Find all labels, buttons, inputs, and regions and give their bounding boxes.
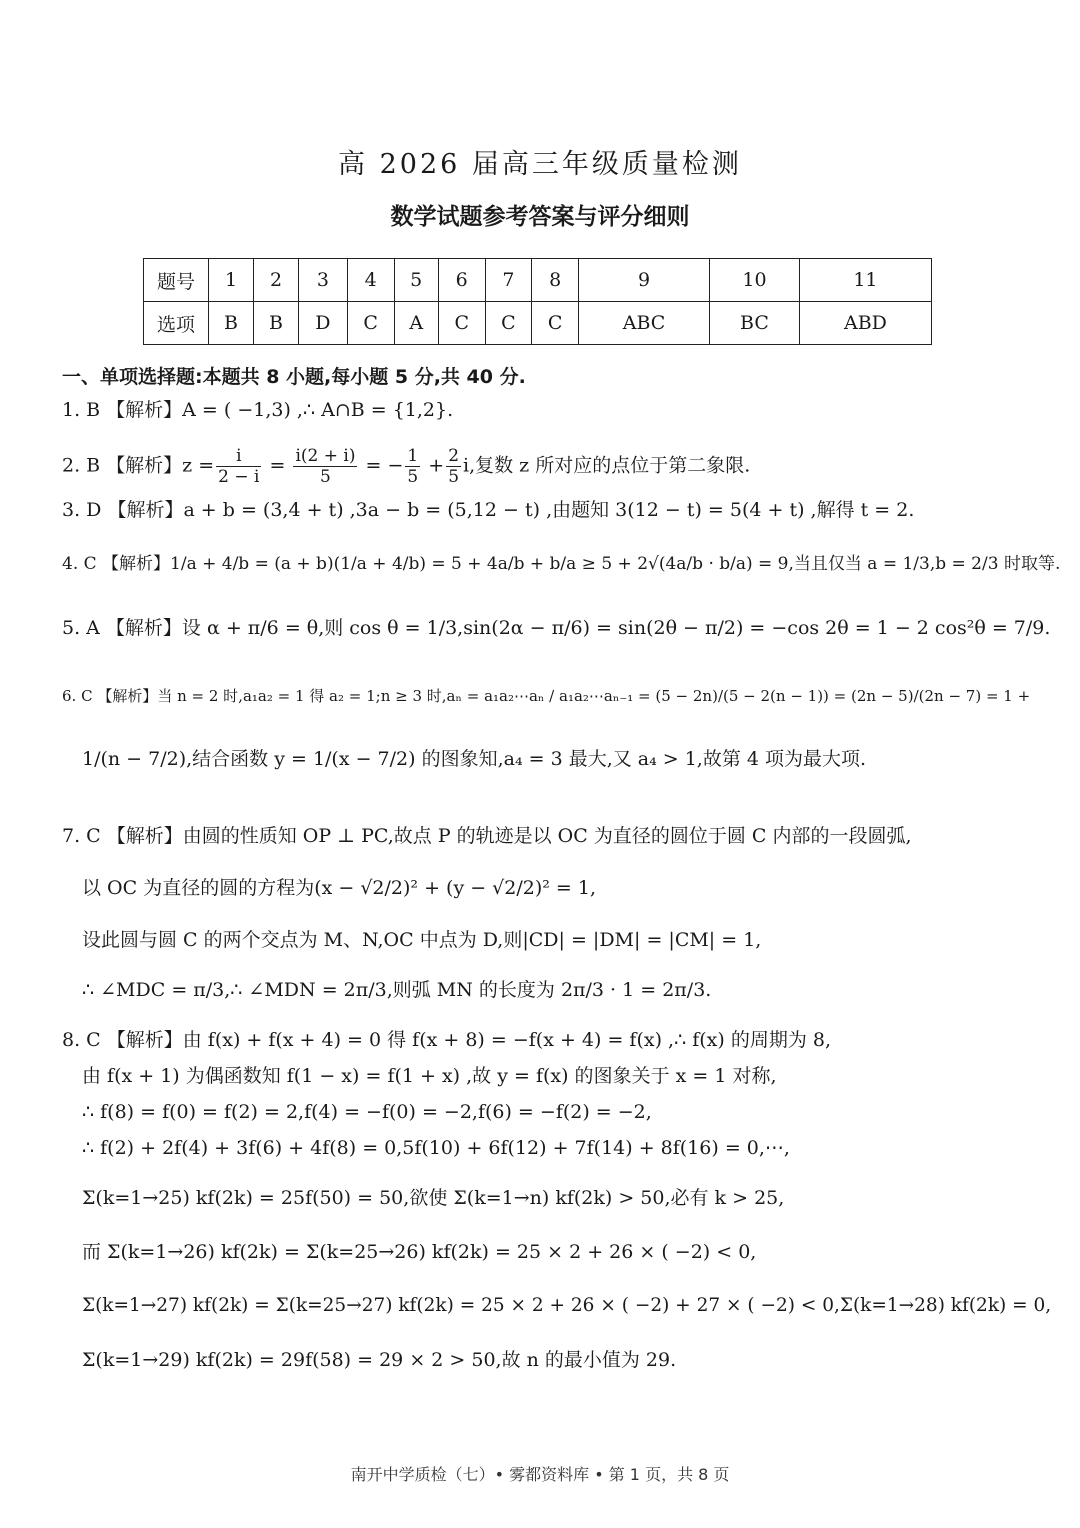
solution-8-line-7: Σ(k=1→27) kf(2k) = Σ(k=25→27) kf(2k) = 25 × 2 + 26 × ( −2) + 27 × ( −2) < 0,Σ(k=1→28) kf(2k) = 0, [82, 1295, 1052, 1316]
answer-cell: B [254, 302, 299, 345]
solution-7-line-1: 7. C 【解析】由圆的性质知 OP ⊥ PC,故点 P 的轨迹是以 OC 为直径的圆位于圆 C 内部的一段圆弧, [62, 825, 912, 847]
solution-6-line-1: 6. C 【解析】当 n = 2 时,a₁a₂ = 1 得 a₂ = 1;n ≥ 3 时,aₙ = a₁a₂⋯aₙ / a₁a₂⋯aₙ₋₁ = (5 − 2n)/(5 − 2(n − 1)) = (2n − 5)/(2n − 7) = 1 + [62, 687, 1031, 705]
question-number: 1 [209, 259, 254, 302]
answer-cell: C [532, 302, 579, 345]
solution-2-eq: = − [365, 454, 404, 477]
solution-8-line-5: Σ(k=1→25) kf(2k) = 25f(50) = 50,欲使 Σ(k=1→n) kf(2k) > 50,必有 k > 25, [82, 1187, 785, 1209]
answer-cell: ABC [579, 302, 710, 345]
fraction [446, 446, 461, 487]
solution-8-line-8: Σ(k=1→29) kf(2k) = 29f(58) = 29 × 2 > 50,故 n 的最小值为 29. [82, 1349, 677, 1371]
question-number: 6 [438, 259, 485, 302]
answer-table [143, 258, 932, 345]
solution-7-line-3: 设此圆与圆 C 的两个交点为 M、N,OC 中点为 D,则|CD| = |DM| = |CM| = 1, [82, 929, 762, 951]
answer-table-row-numbers [144, 259, 932, 302]
answer-cell: BC [710, 302, 800, 345]
solution-8-line-2: 由 f(x + 1) 为偶函数知 f(1 − x) = f(1 + x) ,故 y = f(x) 的图象关于 x = 1 对称, [82, 1065, 777, 1087]
solution-8-line-3: ∴ f(8) = f(0) = f(2) = 2,f(4) = −f(0) = −2,f(6) = −f(2) = −2, [82, 1101, 652, 1123]
question-number: 5 [394, 259, 438, 302]
answer-cell: B [209, 302, 254, 345]
fraction [216, 446, 261, 487]
question-number: 11 [799, 259, 931, 302]
solution-1: 1. B 【解析】A = ( −1,3) ,∴ A∩B = {1,2}. [62, 399, 454, 421]
answer-cell: C [485, 302, 532, 345]
question-number: 10 [710, 259, 800, 302]
numerator: i(2 + i) [295, 446, 356, 466]
fraction [293, 446, 357, 487]
exam-title: 高 2026 届高三年级质量检测 [338, 149, 742, 180]
solution-5: 5. A 【解析】设 α + π/6 = θ,则 cos θ = 1/3,sin(2α − π/6) = sin(2θ − π/2) = −cos 2θ = 1 − 2 cos²θ = 7/9. [62, 617, 1051, 639]
section-heading: 一、单项选择题:本题共 8 小题,每小题 5 分,共 40 分. [62, 366, 526, 388]
solution-2: 2. B 【解析】z = $\frac{i}{2 - i}$ = $\frac{i(2 + i)}{5}$ = − $\frac{1}{5}$ + $\frac{2}{5}$ i,复数 z 所对应的点位于第二象限. [62, 446, 751, 487]
solution-8-line-4: ∴ f(2) + 2f(4) + 3f(6) + 4f(8) = 0,5f(10) + 6f(12) + 7f(14) + 8f(16) = 0,⋯, [82, 1137, 790, 1159]
denominator: 5 [320, 467, 331, 487]
row-label-numbers: 题号 [144, 259, 209, 302]
row-label-answers: 选项 [144, 302, 209, 345]
numerator: i [216, 446, 261, 467]
question-number: 3 [299, 259, 348, 302]
solution-7-line-4: ∴ ∠MDC = π/3,∴ ∠MDN = 2π/3,则弧 MN 的长度为 2π/3 · 1 = 2π/3. [82, 979, 712, 1001]
answer-cell: D [299, 302, 348, 345]
solution-6-line-2: 1/(n − 7/2),结合函数 y = 1/(x − 7/2) 的图象知,a₄ = 3 最大,又 a₄ > 1,故第 4 项为最大项. [82, 748, 867, 770]
denominator: 5 [407, 467, 419, 487]
question-number: 2 [254, 259, 299, 302]
denominator: 5 [448, 467, 460, 487]
fraction [405, 446, 420, 487]
question-number: 7 [485, 259, 532, 302]
solution-3: 3. D 【解析】a + b = (3,4 + t) ,3a − b = (5,12 − t) ,由题知 3(12 − t) = 5(4 + t) ,解得 t = 2. [62, 499, 915, 521]
exam-subtitle: 数学试题参考答案与评分细则 [390, 204, 690, 230]
solution-4: 4. C 【解析】1/a + 4/b = (a + b)(1/a + 4/b) = 5 + 4a/b + b/a ≥ 5 + 2√(4a/b · b/a) = 9,当且仅当 a = 1/3,b = 2/3 时取等. [62, 554, 1061, 574]
question-number: 9 [579, 259, 710, 302]
solution-8-line-6: 而 Σ(k=1→26) kf(2k) = Σ(k=25→26) kf(2k) = 25 × 2 + 26 × ( −2) < 0, [82, 1241, 757, 1263]
answer-cell: A [394, 302, 438, 345]
denominator: 2 − i [218, 467, 260, 487]
answer-cell: ABD [799, 302, 931, 345]
answer-table-row-answers [144, 302, 932, 345]
answer-cell: C [347, 302, 394, 345]
question-number: 8 [532, 259, 579, 302]
solution-7-line-2: 以 OC 为直径的圆的方程为(x − √2/2)² + (y − √2/2)² = 1, [82, 877, 597, 899]
question-number: 4 [347, 259, 394, 302]
solution-8-line-1: 8. C 【解析】由 f(x) + f(x + 4) = 0 得 f(x + 8) = −f(x + 4) = f(x) ,∴ f(x) 的周期为 8, [62, 1029, 831, 1051]
numerator: 2 [448, 446, 460, 466]
numerator: 1 [407, 446, 419, 466]
solution-2-head: 2. B 【解析】z = [62, 454, 215, 477]
answer-cell: C [438, 302, 485, 345]
page-footer: 南开中学质检（七）• 雾都资料库 • 第 1 页，共 8 页 [350, 1465, 730, 1484]
solution-2-end: i,复数 z 所对应的点位于第二象限. [463, 454, 751, 477]
